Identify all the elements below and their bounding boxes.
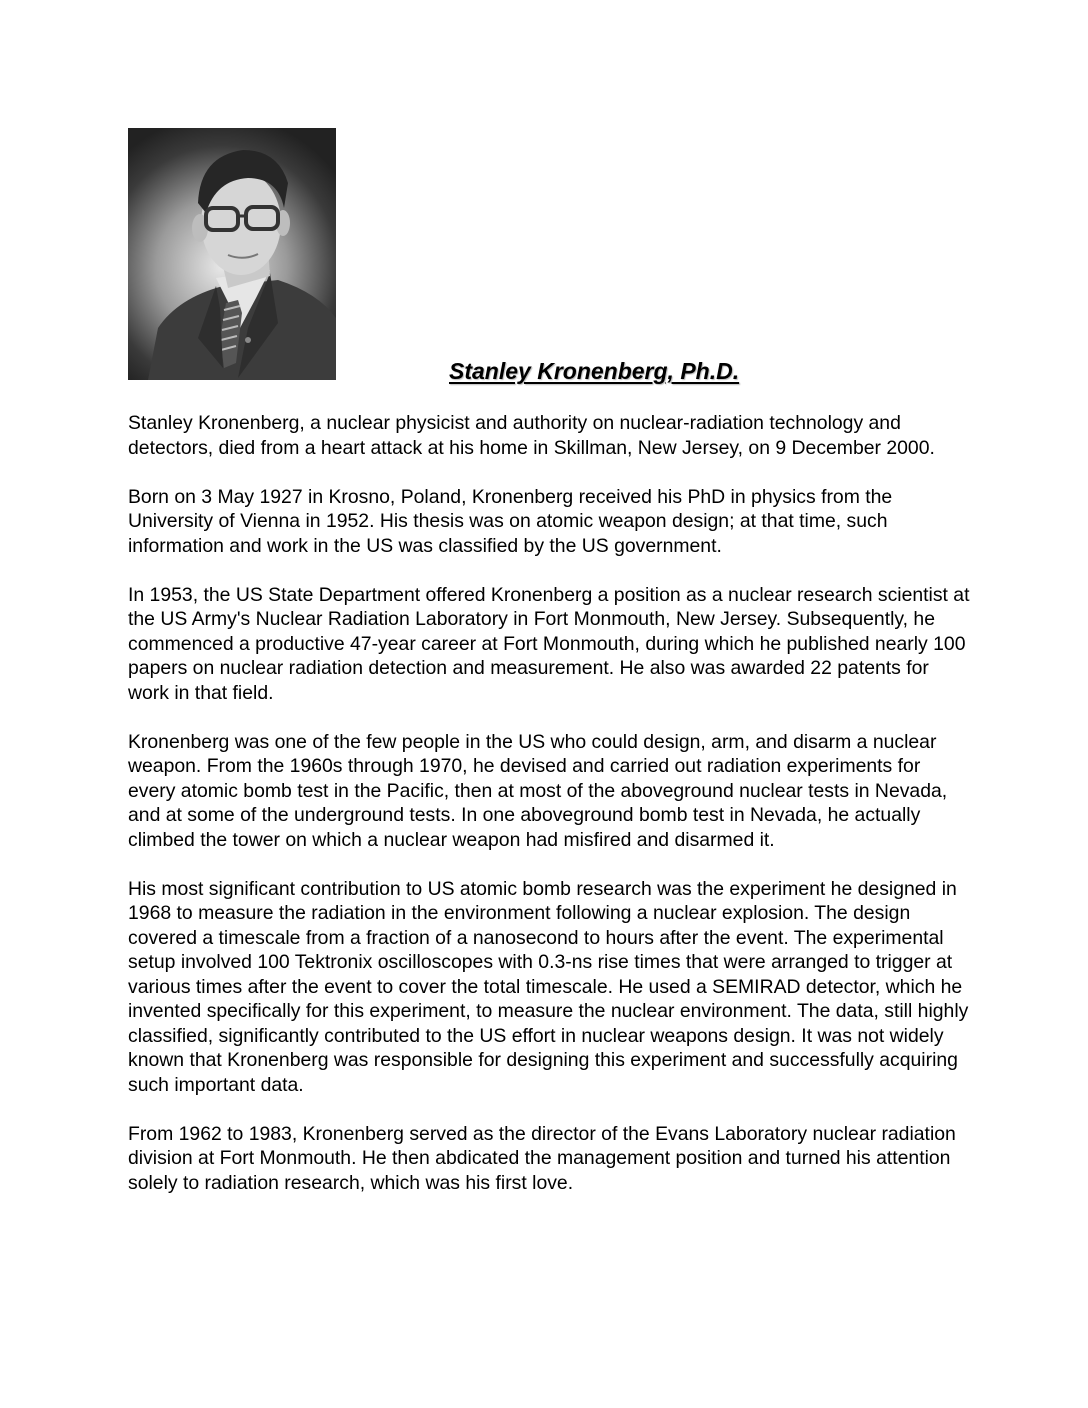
paragraph-career: In 1953, the US State Department offered Kronenberg a position as a nuclear research scientist at the US Army's Nuclear Radiation Laboratory in Fort Monmouth, New Jersey. Subsequently, he commenced a productive 47-year career at Fort Monmouth, during which he published nearly 100 papers on nuclear radiation detection and measurement. He also was awarded 22 patents for work in that field. bbox=[128, 583, 970, 704]
article-body bbox=[128, 411, 973, 1220]
paragraph-weapons-tests: Kronenberg was one of the few people in the US who could design, arm, and disarm a nuclear weapon. From the 1960s through 1970, he devised and carried out radiation experiments for every atomic bomb test in the Pacific, then at most of the aboveground nuclear tests in Nevada, and at some of the underground tests. In one aboveground bomb test in Nevada, he actually climbed the tower on which a nuclear weapon had misfired and disarmed it. bbox=[128, 730, 948, 851]
paragraph-death: Stanley Kronenberg, a nuclear physicist and authority on nuclear-radiation technology and detectors, died from a heart attack at his home in Skillman, New Jersey, on 9 December 2000. bbox=[128, 412, 935, 459]
page-title: Stanley Kronenberg, Ph.D. bbox=[449, 358, 740, 384]
paragraph-director: From 1962 to 1983, Kronenberg served as the director of the Evans Laboratory nuclear radiation division at Fort Monmouth. He then abdicated the management position and turned his attention solely to radiation research, which was his first love. bbox=[128, 1122, 956, 1194]
paragraph-early-life: Born on 3 May 1927 in Krosno, Poland, Kronenberg received his PhD in physics from the University of Vienna in 1952. His thesis was on atomic weapon design; at that time, such information and work in the US was classified by the US government. bbox=[128, 485, 893, 557]
portrait-photo bbox=[128, 128, 336, 380]
paragraph-contribution: His most significant contribution to US atomic bomb research was the experiment he designed in 1968 to measure the radiation in the environment following a nuclear explosion. The design covered a timescale from a fraction of a nanosecond to hours after the event. The experimental setup involved 100 Tektronix oscilloscopes with 0.3-ns rise times that were arranged to trigger at various times after the event to cover the total timescale. He used a SEMIRAD detector, which he invented specifically for this experiment, to measure the nuclear environment. The data, still highly classified, significantly contributed to the US effort in nuclear weapons design. It was not widely known that Kronenberg was responsible for designing this experiment and successfully acquiring such important data. bbox=[128, 877, 969, 1096]
portrait-photo-icon bbox=[128, 128, 336, 380]
